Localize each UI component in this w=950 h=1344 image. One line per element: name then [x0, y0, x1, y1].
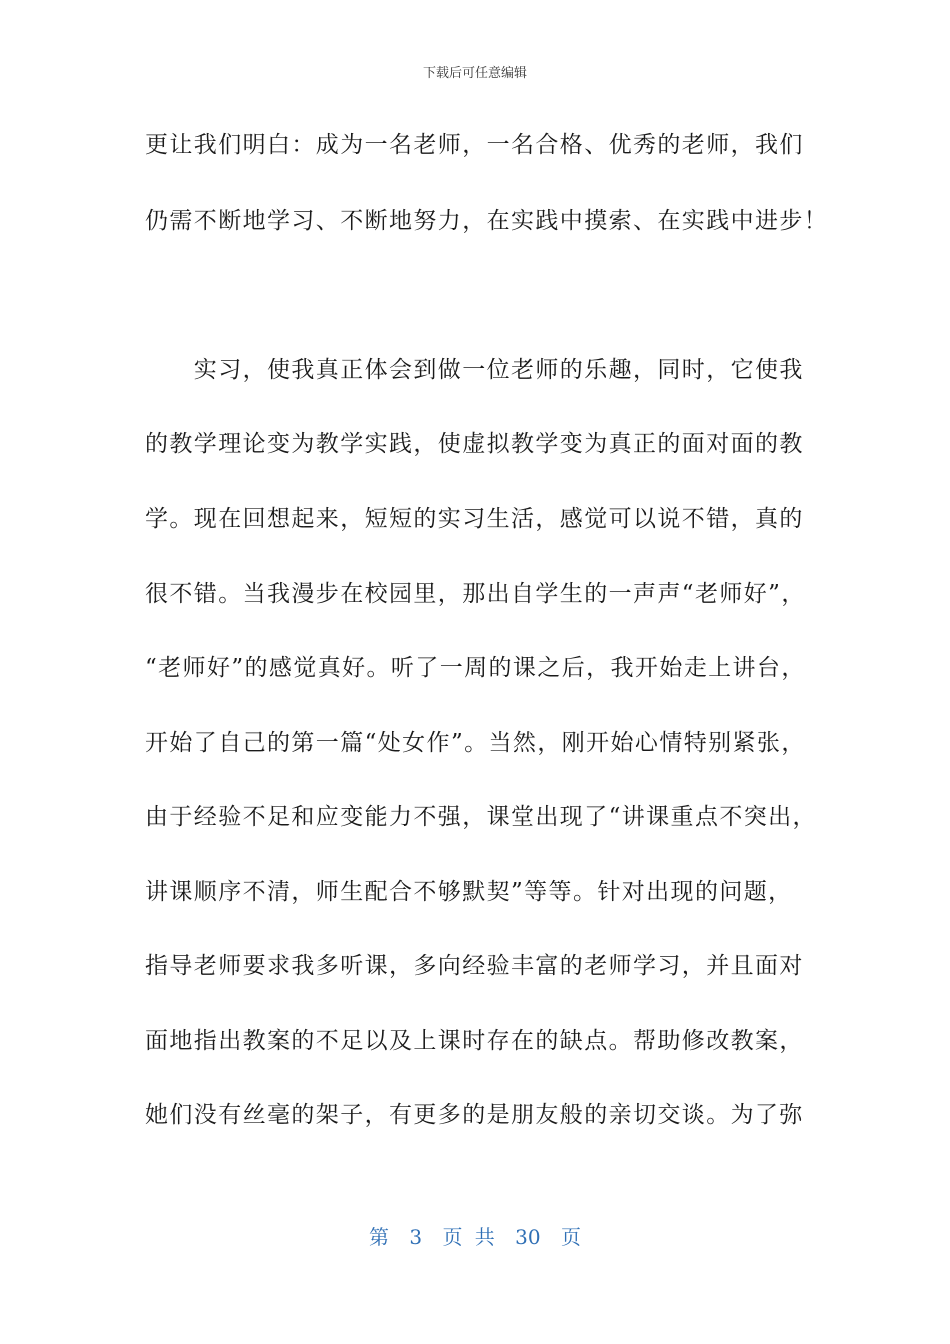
paragraph-2-line-6: 开始了自己的第一篇“处女作”。当然，刚开始心情特别紧张，: [145, 730, 806, 756]
paragraph-1-line-2: 仍需不断地学习、不断地努力，在实践中摸索、在实践中进步！: [145, 208, 829, 234]
paragraph-2-line-9: 指导老师要求我多听课，多向经验丰富的老师学习，并且面对: [145, 953, 804, 979]
footer-prefix: 第: [369, 1225, 389, 1249]
header-note: 下载后可任意编辑: [422, 66, 527, 81]
paragraph-2-line-8: 讲课顺序不清，师生配合不够默契”等等。针对出现的问题，: [145, 879, 793, 905]
paragraph-1-line-1: 更让我们明白：成为一名老师，一名合格、优秀的老师，我们: [145, 132, 804, 158]
paragraph-2-line-4: 很不错。当我漫步在校园里，那出自学生的一声声“老师好”，: [145, 581, 806, 607]
paragraph-2-line-10: 面地指出教案的不足以及上课时存在的缺点。帮助修改教案，: [145, 1028, 804, 1054]
paragraph-2-line-11: 她们没有丝毫的架子，有更多的是朋友般的亲切交谈。为了弥: [145, 1102, 804, 1128]
paragraph-2-line-2: 的教学理论变为教学实践，使虚拟教学变为真正的面对面的教: [145, 431, 804, 457]
footer-middle: 页 共: [442, 1225, 495, 1249]
paragraph-2-line-3: 学。现在回想起来，短短的实习生活，感觉可以说不错，真的: [145, 506, 804, 532]
paragraph-2-line-1: 实习，使我真正体会到做一位老师的乐趣，同时，它使我: [145, 357, 804, 383]
paragraph-2-line-5: “老师好”的感觉真好。听了一周的课之后，我开始走上讲台，: [145, 655, 806, 681]
footer-suffix: 页: [560, 1225, 581, 1249]
footer-current-page: 3: [409, 1225, 423, 1249]
footer-total-pages: 30: [515, 1225, 541, 1249]
page-number-footer: [0, 1223, 950, 1251]
paragraph-2-line-7: 由于经验不足和应变能力不强，课堂出现了“讲课重点不突出，: [145, 804, 817, 830]
